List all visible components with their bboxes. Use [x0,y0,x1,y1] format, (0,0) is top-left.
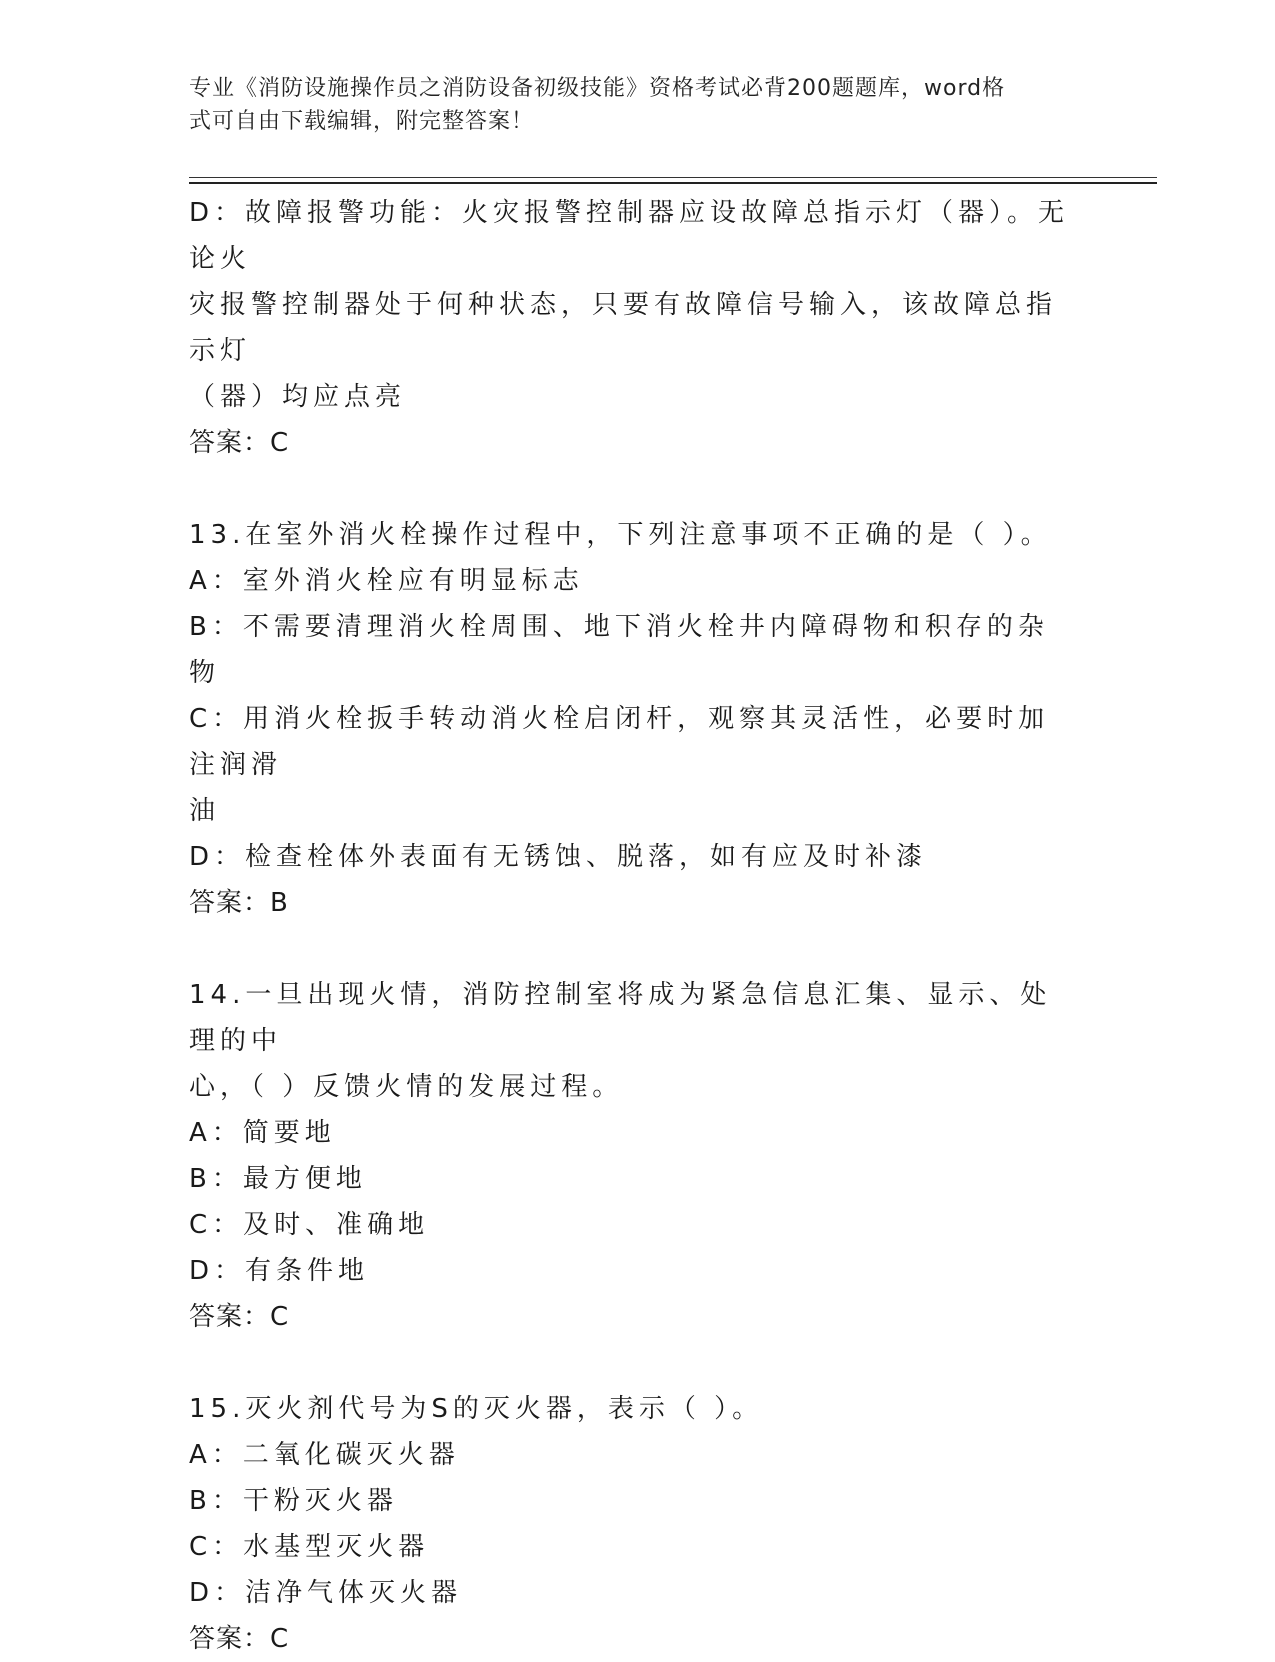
option-c-line-1: C：用消火栓扳手转动消火栓启闭杆，观察其灵活性，必要时加注润滑 [189,704,1050,780]
option-d: D：洁净气体灭火器 [189,1578,463,1608]
question-14 [189,972,1079,1340]
question-stem: 13.在室外消火栓操作过程中，下列注意事项不正确的是（ ）。 [189,520,1052,550]
header-line-1: 专业《消防设施操作员之消防设备初级技能》资格考试必背200题题库，word格 [189,76,1006,101]
question-gap [189,1340,1079,1386]
option-d-line-2: 灾报警控制器处于何种状态，只要有故障信号输入，该故障总指示灯 [189,290,1058,366]
option-d-line-1: D：故障报警功能：火灾报警控制器应设故障总指示灯（器）。无论火 [189,198,1070,274]
question-12-continued [189,190,1079,466]
answer-line: 答案：B [189,888,289,918]
option-c: C：水基型灭火器 [189,1532,430,1562]
option-b: B：不需要清理消火栓周围、地下消火栓井内障碍物和积存的杂物 [189,612,1049,688]
option-b: B：干粉灭火器 [189,1486,398,1516]
question-15 [189,1386,1079,1662]
question-stem-line-1: 14.一旦出现火情，消防控制室将成为紧急信息汇集、显示、处理的中 [189,980,1052,1056]
answer-line: 答案：C [189,428,290,458]
answer-line: 答案：C [189,1302,290,1332]
option-a: A：室外消火栓应有明显标志 [189,566,584,596]
header-divider-thick [189,182,1157,184]
option-a: A：二氧化碳灭火器 [189,1440,460,1470]
document-header [189,72,1069,138]
header-divider-thin [189,177,1157,178]
header-line-2: 式可自由下载编辑，附完整答案！ [189,109,535,134]
question-gap [189,926,1079,972]
option-c-line-2: 油 [189,796,221,826]
option-a: A：简要地 [189,1118,336,1148]
question-gap [189,466,1079,512]
document-body [189,190,1079,1662]
answer-line: 答案：C [189,1624,290,1654]
option-d: D：检查栓体外表面有无锈蚀、脱落，如有应及时补漆 [189,842,928,872]
option-c: C：及时、准确地 [189,1210,430,1240]
option-d-line-3: （器）均应点亮 [189,382,407,412]
option-d: D：有条件地 [189,1256,370,1286]
option-b: B：最方便地 [189,1164,367,1194]
question-13 [189,512,1079,926]
question-stem-line-2: 心，（ ）反馈火情的发展过程。 [189,1072,624,1102]
question-stem: 15.灭火剂代号为S的灭火器，表示（ ）。 [189,1394,764,1424]
